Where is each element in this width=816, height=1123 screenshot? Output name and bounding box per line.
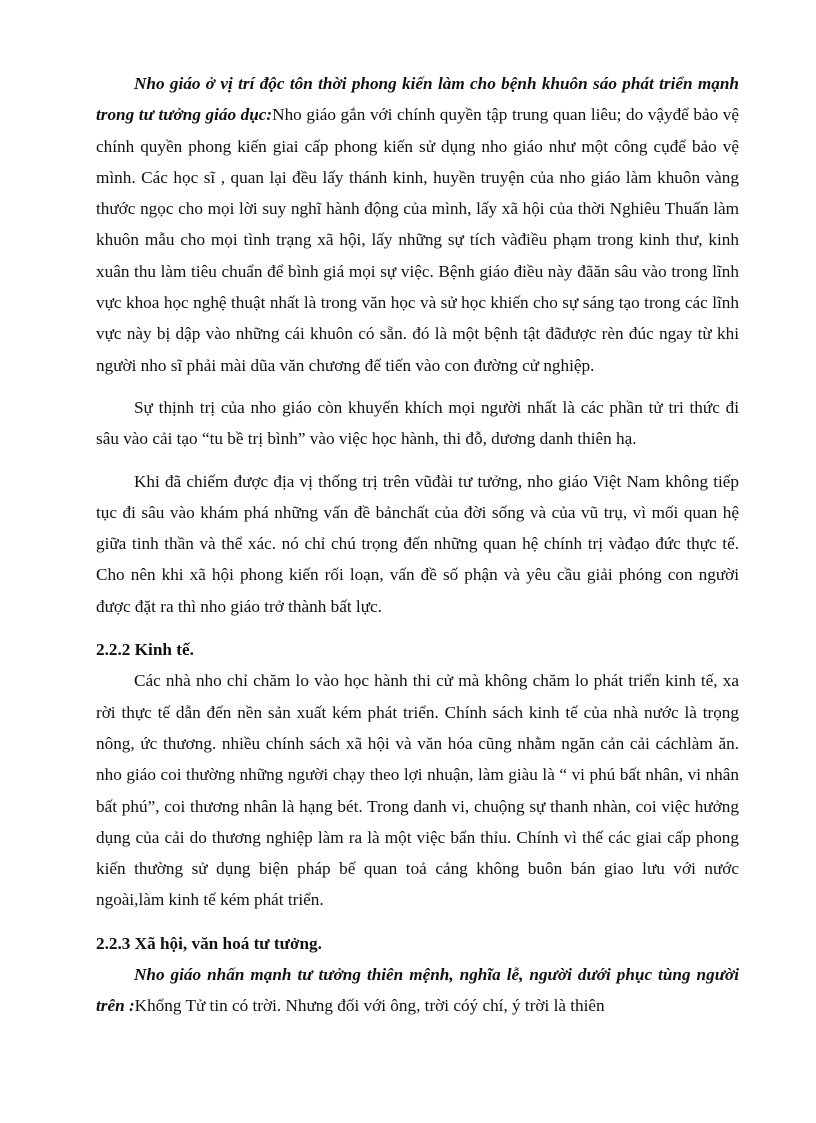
paragraph-lead-text: Nho giáo nhấn mạnh tư tưởng thiên mệnh, nghĩa lễ, người dưới phục tùng người trên : [96, 965, 739, 1016]
paragraph-economy: Các nhà nho chỉ chăm lo vào học hành thi cử mà không chăm lo phát triển kinh tế, xa rời thực tế dẫn đến nền sản xuất kém phát triển. Chính sách kinh tế của nhà nước là trọng nông, ức thương. nhiều chính sách xã hội và văn hóa cũng nhằm ngăn cản cải cáchlàm ăn. nho giáo coi thường những người chạy theo lợi nhuận, làm giàu là “ vi phú bất nhân, vi nhân bất phú”, coi thương nhân là hạng bét. Trong danh vi, chuộng sự thanh nhàn, coi việc hưởng dụng của cải do thương nghiệp làm ra là một việc bẩn thỉu. Chính vì thế các giai cấp phong kiến thường sử dụng biện pháp bế quan toả cảng không buôn bán giao lưu với nước ngoài,làm kinh tế kém phát triển. [96, 671, 739, 910]
paragraph-body-text: Nho giáo gắn với chính quyền tập trung quan liêu; do vậyđể bảo vệ chính quyền phong kiến giai cấp phong kiến sử dụng nho giáo như một công cụđể bảo vệ mình. Các học sĩ , quan lại đều lấy thánh kinh, huyền truyện của nho giáo làm khuôn vàng thước ngọc cho mọi lời suy nghĩ hành động của mình, lấy xã hội của thời Nghiêu Thuấn làm khuôn mẫu cho mọi tình trạng xã hội, lấy những sự tích vàđiều phạm trong kinh thư, kinh xuân thu làm tiêu chuẩn để bình giá mọi sự việc. Bệnh giáo điều này đãăn sâu vào trong lĩnh vực khoa học nghệ thuật nhất là trong văn học và sử học khiến cho sự sáng tạo trong các lĩnh vực này bị dập vào những cái khuôn có sẵn. đó là một bệnh tật đãđược rèn đúc ngay từ khi người nho sĩ phải mài dũa văn chương để tiến vào con đường cử nghiệp. [96, 105, 740, 375]
paragraph-dominance: Khi đã chiếm được địa vị thống trị trên vũđài tư tưởng, nho giáo Việt Nam không tiếp tục đi sâu vào khám phá những vấn đề bảnchất của đời sống và của vũ trụ, vì mối quan hệ giữa tinh thần và thể xác. nó chỉ chú trọng đến những quan hệ chính trị vàđạo đức thực tế. Cho nên khi xã hội phong kiến rối loạn, vấn đề số phận và yêu cầu giải phóng con người được đặt ra thì nho giáo trở thành bất lực. [96, 471, 739, 616]
section-heading-economy: 2.2.2 Kinh tế. [96, 640, 194, 660]
paragraph-doctrine [96, 68, 739, 381]
paragraph-body-text: Khổng Tử tin có trời. Nhưng đối với ông, trời cóý chí, ý trời là thiên [134, 996, 605, 1016]
paragraph-prosperity: Sự thịnh trị của nho giáo còn khuyến khích mọi người nhất là các phần tử tri thức đi sâu vào cải tạo “tu bề trị bình” vào việc học hành, thi đỗ, dương danh thiên hạ. [96, 397, 739, 449]
document-page [96, 68, 739, 1022]
paragraph-society [96, 959, 739, 1022]
paragraph-lead-text: Nho giáo ở vị trí độc tôn thời phong kiến làm cho bệnh khuôn sáo phát triển mạnh trong tư tưởng giáo dục: [96, 74, 739, 125]
section-heading-society: 2.2.3 Xã hội, văn hoá tư tưởng. [96, 933, 322, 953]
